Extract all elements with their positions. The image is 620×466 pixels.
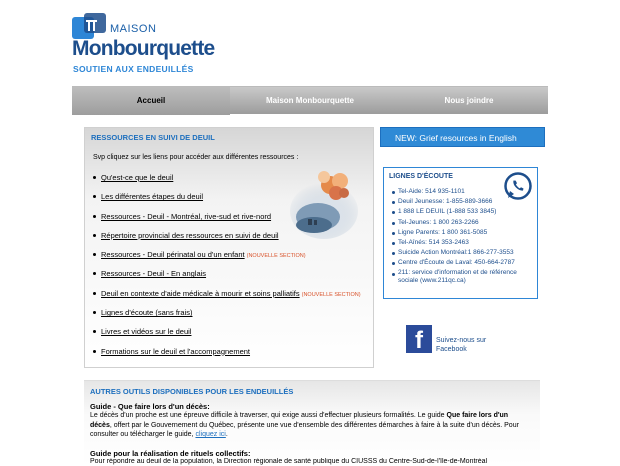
- listening-lines-title: LIGNES D'ÉCOUTE: [389, 173, 453, 180]
- list-item: [101, 327, 361, 346]
- resource-link[interactable]: Deuil en contexte d'aide médicale à mourir et soins palliatifs: [101, 288, 300, 298]
- other-tools-section: [84, 380, 540, 466]
- main-nav: [72, 86, 548, 114]
- list-item: [101, 308, 361, 327]
- guide-text-part: Le décès d'un proche est une épreuve difficile à traverser, qui exige aussi d'effectuer plusieurs formalités. Le guide: [90, 412, 447, 419]
- nav-item-accueil[interactable]: Accueil: [72, 87, 230, 115]
- logo-name-text: Monbourquette: [72, 37, 215, 60]
- logo-mark-icon: [72, 13, 106, 39]
- list-item: [101, 289, 361, 308]
- facebook-icon: f: [406, 325, 432, 353]
- list-item: 1 888 LE DEUIL (1-888 533 3845): [398, 207, 530, 217]
- guide-download-link[interactable]: cliquez ici: [195, 431, 226, 439]
- site-logo[interactable]: [72, 13, 215, 83]
- rituels-guide-description: Pour répondre au deuil de la population, la Direction régionale de santé publique du CIUSSS du Centre-Sud-de-l'Île-de-Montréal: [90, 458, 488, 465]
- resource-link[interactable]: Ressources - Deuil - En anglais: [101, 269, 207, 279]
- guide-text-part: , offert par le Gouvernement du Québec, présente une vue d'ensemble des différentes démarches à faire à la suite d'un décès. Pour consulter ou télécharger le guide,: [90, 421, 519, 439]
- list-item: 211: service d'information et de référence sociale (www.211qc.ca): [398, 269, 530, 285]
- listening-lines-box: [383, 167, 538, 299]
- rituels-guide-title: Guide pour la réalisation de rituels collectifs:: [90, 449, 251, 458]
- resource-link[interactable]: Répertoire provincial des ressources en suivi de deuil: [101, 230, 279, 240]
- resource-link[interactable]: Livres et vidéos sur le deuil: [101, 327, 192, 337]
- flower-lake-image: [290, 167, 358, 239]
- list-item: [101, 250, 361, 269]
- resource-link[interactable]: Formations sur le deuil et l'accompagnement: [101, 346, 251, 356]
- logo-maison-text: MAISON: [110, 23, 157, 35]
- list-item: [101, 269, 361, 288]
- list-item: Ligne Parents: 1 800 361-5085: [398, 228, 530, 238]
- list-item: Suicide Action Montréal:1 866-277-3553: [398, 248, 530, 258]
- resources-intro: Svp cliquez sur les liens pour accéder aux différentes ressources :: [93, 154, 299, 161]
- list-item: Tel-Aide: 514 935-1101: [398, 187, 530, 197]
- nav-item-maison-monbourquette[interactable]: Maison Monbourquette: [266, 96, 354, 105]
- list-item: Tel-Jeunes: 1 800 263-2266: [398, 218, 530, 228]
- resource-link[interactable]: Ressources - Deuil périnatal ou d'un enfant: [101, 250, 245, 260]
- resources-title: RESSOURCES EN SUIVI DE DEUIL: [91, 133, 215, 142]
- resource-link[interactable]: Ressources - Deuil - Montréal, rive-sud et rive-nord: [101, 211, 272, 221]
- resources-panel: [84, 127, 374, 368]
- resource-link[interactable]: Lignes d'écoute (sans frais): [101, 308, 193, 318]
- resource-link[interactable]: Les différentes étapes du deuil: [101, 192, 204, 202]
- logo-tagline: SOUTIEN AUX ENDEUILLÉS: [73, 64, 194, 74]
- list-item: Deuil Jeunesse: 1-855-889-3666: [398, 197, 530, 207]
- list-item: Centre d'Écoute de Laval: 450-664-2787: [398, 258, 530, 268]
- list-item: Tel-Aînés: 514 353-2463: [398, 238, 530, 248]
- guide-description: [90, 411, 530, 440]
- facebook-follow-link[interactable]: [406, 325, 516, 355]
- other-tools-title: AUTRES OUTILS DISPONIBLES POUR LES ENDEUILLÉS: [90, 387, 294, 396]
- guide-title: Guide - Que faire lors d'un décès:: [90, 402, 210, 411]
- resource-link[interactable]: Qu'est-ce que le deuil: [101, 173, 174, 182]
- grief-resources-english-button[interactable]: NEW: Grief resources in English: [380, 127, 545, 147]
- new-section-badge: (NOUVELLE SECTION): [246, 253, 306, 260]
- guide-name-bold: Que faire lors d'un décès: [90, 412, 509, 429]
- guide-text-end: .: [225, 431, 228, 439]
- new-section-badge: (NOUVELLE SECTION): [301, 291, 361, 298]
- list-item: [101, 347, 361, 366]
- listening-lines-list: [398, 187, 530, 285]
- facebook-follow-label: Suivez-nous sur Facebook: [436, 337, 487, 353]
- nav-item-nous-joindre[interactable]: Nous joindre: [444, 96, 494, 105]
